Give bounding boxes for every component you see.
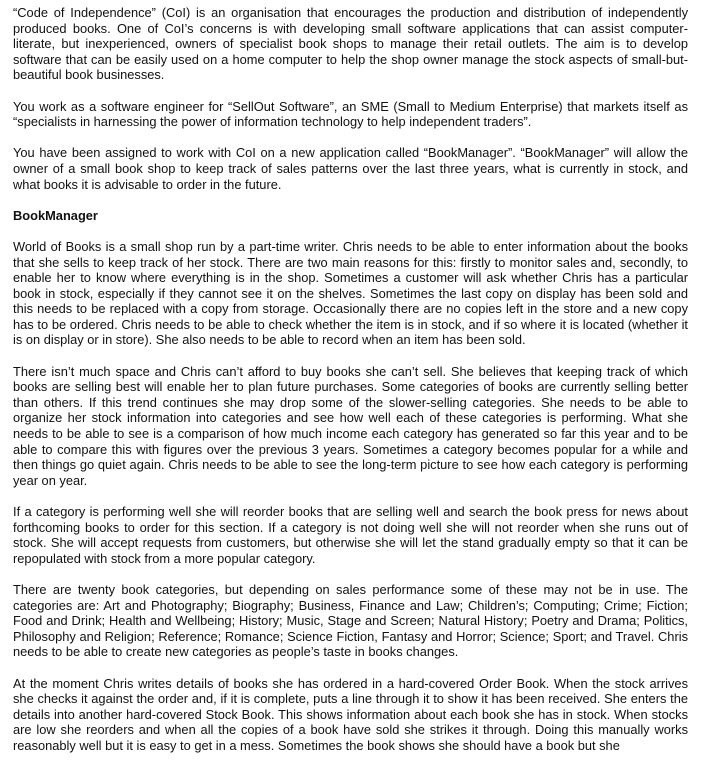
body-paragraph-world-of-books: World of Books is a small shop run by a part-time writer. Chris needs to be able to enter information about the books that she sells to keep track of her stock. There are two main reasons for this: firstly to monitor sales and, secondly, to enable her to know where everything is in the shop. Sometimes a customer will ask whether Chris has a particular book in stock, especially if they cannot see it on the shelves. Sometimes the last copy on display has been sold and this needs to be replaced with a copy from storage. Occasionally there are no copies left in the store and a new copy has to be ordered. Chris needs to be able to check whether the item is in stock, and if so where it is located (whether it is on display or in store). She also needs to be able to record when an item has been sold. (13, 238, 688, 348)
intro-paragraph-sellout: You work as a software engineer for “SellOut Software”, an SME (Small to Medium Enterprise) that markets itself as “specialists in harnessing the power of information technology to help independent traders”. (13, 98, 688, 130)
body-paragraph-reorder: If a category is performing well she will reorder books that are selling well and search the book press for news about forthcoming books to order for this section. If a category is not doing well she will not reorder when she runs out of stock. She will accept requests from customers, but otherwise she will let the stand gradually empty so that it can be repopulated with stock from a more popular category. (13, 504, 688, 566)
body-paragraph-space: There isn’t much space and Chris can’t afford to buy books she can’t sell. She believes that keeping track of which books are selling best will enable her to plan future purchases. Some categories of books are currently selling better than others. If this trend continues she may drop some of the slower-selling categories. She needs to be able to organize her stock information into categories and see how well each of these categories is performing. What she needs to be able to see is a comparison of how much income each category has generated so far this year and to be able to compare this with figures over the previous 3 years. Sometimes a category becomes popular for a while and then things go quiet again. Chris needs to be able to see the long-term picture to see how each category is performing year on year. (13, 363, 688, 488)
intro-paragraph-assignment: You have been assigned to work with CoI on a new application called “BookManager”. “BookManager” will allow the owner of a small book shop to keep track of sales patterns over the last three years, what is currently in stock, and what books it is advisable to order in the future. (13, 145, 688, 192)
document-page (13, 5, 688, 769)
section-heading: BookManager (13, 207, 98, 223)
body-paragraph-categories: There are twenty book categories, but depending on sales performance some of these may not be in use. The categories are: Art and Photography; Biography; Business, Finance and Law; Children’s; Computing; Crime; Fiction; Food and Drink; Health and Wellbeing; History; Music, Stage and Screen; Natural History; Poetry and Drama; Politics, Philosophy and Religion; Reference; Romance; Science Fiction, Fantasy and Horror; Science; Sport; and Travel. Chris needs to be able to create new categories as people’s taste in books changes. (13, 581, 688, 660)
body-paragraph-order-book: At the moment Chris writes details of books she has ordered in a hard-covered Order Book. When the stock arrives she checks it against the order and, if it is complete, puts a line through it to show it has been received. She enters the details into another hard-covered Stock Book. This shows information about each book she has in stock. When stocks are low she reorders and when all the copies of a book have sold she strikes it through. Doing this manually works reasonably well but it is easy to get in a mess. Sometimes the book shows she should have a book but she (13, 675, 688, 753)
intro-paragraph-coi: “Code of Independence” (CoI) is an organisation that encourages the production and distribution of independently produced books. One of CoI’s concerns is with developing small software applications that can assist computer-literate, but inexperienced, owners of specialist book shops to manage their retail outlets. The aim is to develop software that can be easily used on a home computer to help the shop owner manage the stock aspects of small-but-beautiful book businesses. (13, 5, 688, 83)
